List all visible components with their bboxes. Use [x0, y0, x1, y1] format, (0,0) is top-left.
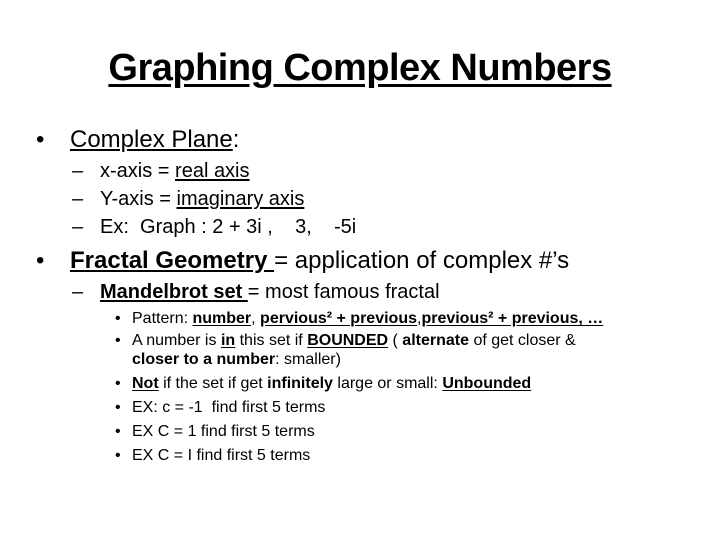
point-example-1: • EX: c = -1 find first 5 terms	[115, 397, 325, 419]
point-unbounded: • Not if the set if get infinitely large or small: Unbounded	[115, 373, 531, 395]
dash-icon: –	[72, 281, 84, 303]
term-fractal-geometry: Fractal Geometry	[70, 247, 275, 274]
term-imaginary-axis: imaginary axis	[176, 188, 305, 210]
point-bounded: • A number is in this set if BOUNDED ( alternate of get closer &	[115, 330, 576, 352]
bullet-icon: •	[36, 126, 45, 153]
point-example-2: • EX C = 1 find first 5 terms	[115, 421, 315, 443]
item-example-graph: – Ex: Graph : 2 + 3i , 3, -5i	[72, 216, 357, 238]
bullet-icon: •	[115, 423, 121, 440]
dash-icon: –	[72, 188, 84, 210]
item-x-axis: – x-axis = real axis	[72, 160, 250, 182]
bullet-icon: •	[115, 399, 121, 416]
term-real-axis: real axis	[175, 160, 250, 182]
dash-icon: –	[72, 216, 84, 238]
bullet-icon: •	[115, 332, 121, 349]
page-title: Graphing Complex Numbers	[108, 47, 612, 89]
bullet-icon: •	[36, 247, 45, 274]
dash-icon: –	[72, 160, 84, 182]
point-bounded-continued: closer to a number: smaller)	[132, 351, 341, 368]
item-mandelbrot: – Mandelbrot set = most famous fractal	[72, 281, 440, 303]
point-example-3: • EX C = I find first 5 terms	[115, 445, 310, 467]
bullet-icon: •	[115, 447, 121, 464]
item-y-axis: – Y-axis = imaginary axis	[72, 188, 305, 210]
term-mandelbrot-set: Mandelbrot set	[100, 281, 248, 303]
bullet-icon: •	[115, 375, 121, 392]
bullet-icon: •	[115, 310, 121, 327]
term-complex-plane: Complex Plane	[70, 126, 233, 153]
bullet-fractal-geometry: • Fractal Geometry = application of complex #’s	[36, 247, 570, 274]
point-pattern: • Pattern: number, pervious² + previous,previous² + previous, …	[115, 308, 603, 330]
bullet-complex-plane: • Complex Plane:	[36, 126, 240, 153]
